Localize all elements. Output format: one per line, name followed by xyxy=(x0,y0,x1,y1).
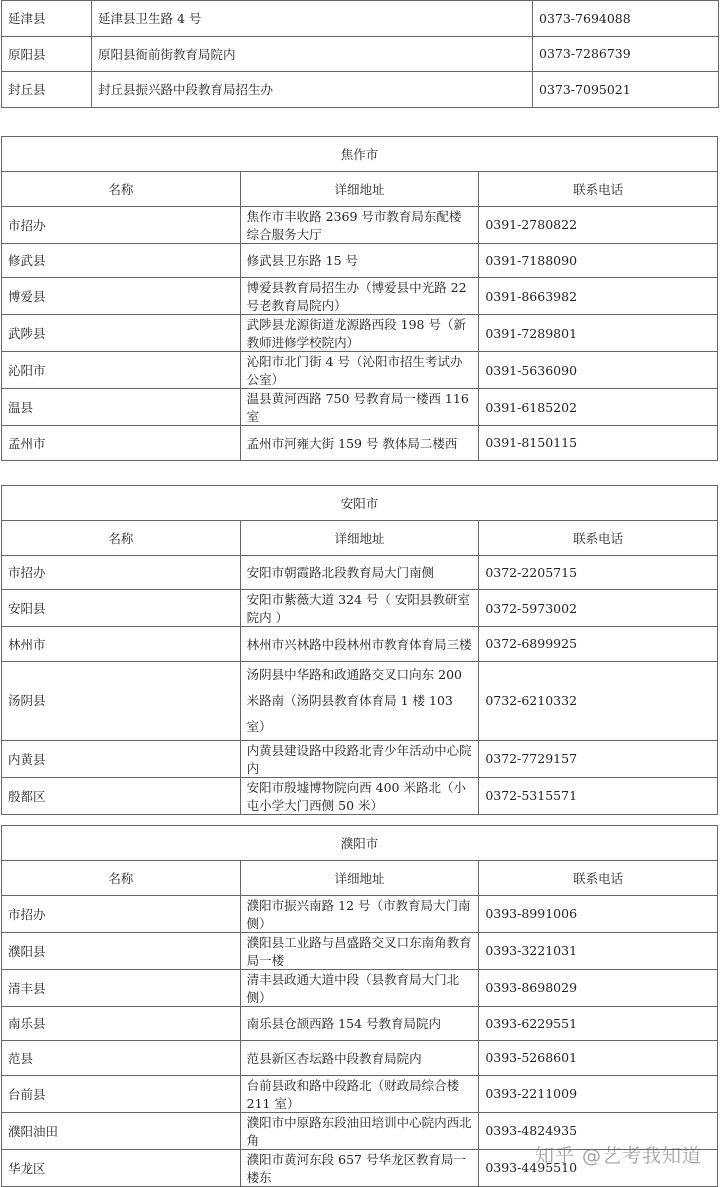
phone-cell: 0373-7095021 xyxy=(533,72,719,108)
county-name: 市招办 xyxy=(2,895,241,932)
table-header-row xyxy=(2,172,718,207)
address-cell: 修武县卫东路 15 号 xyxy=(240,243,479,278)
county-name: 林州市 xyxy=(2,627,241,662)
county-name: 沁阳市 xyxy=(2,352,241,389)
table-title-row xyxy=(2,826,718,861)
address-cell: 内黄县建设路中段路北青少年活动中心院内 xyxy=(240,740,479,777)
phone-cell: 0393-4495510 xyxy=(479,1149,718,1186)
county-name: 台前县 xyxy=(2,1075,241,1112)
table-body xyxy=(2,826,718,1187)
phone-cell: 0393-3221031 xyxy=(479,932,718,969)
table-row xyxy=(2,315,718,352)
phone-cell: 0391-8150115 xyxy=(479,426,718,461)
county-name: 孟州市 xyxy=(2,426,241,461)
header-phone: 联系电话 xyxy=(479,521,718,556)
phone-cell: 0372-5973002 xyxy=(479,590,718,627)
phone-cell: 0372-2205715 xyxy=(479,555,718,590)
phone-cell: 0391-6185202 xyxy=(479,389,718,426)
address-cell: 林州市兴林路中段林州市教育体育局三楼 xyxy=(240,627,479,662)
address-cell: 台前县政和路中段路北（财政局综合楼 211 室） xyxy=(240,1075,479,1112)
phone-cell: 0393-8991006 xyxy=(479,895,718,932)
table-row xyxy=(2,36,719,72)
header-address: 详细地址 xyxy=(240,861,479,896)
address-cell: 焦作市丰收路 2369 号市教育局东配楼综合服务大厅 xyxy=(240,206,479,243)
phone-cell: 0391-7289801 xyxy=(479,315,718,352)
phone-cell: 0393-8698029 xyxy=(479,969,718,1006)
phone-cell: 0373-7694088 xyxy=(533,1,719,37)
phone-cell: 0372-5315571 xyxy=(479,777,718,814)
table-body xyxy=(2,486,718,815)
address-cell: 安阳市紫薇大道 324 号（ 安阳县教研室院内 ） xyxy=(240,590,479,627)
county-name: 南乐县 xyxy=(2,1006,241,1041)
county-name: 濮阳县 xyxy=(2,932,241,969)
county-name: 安阳县 xyxy=(2,590,241,627)
table-anyang xyxy=(1,485,718,815)
phone-cell: 0372-7729157 xyxy=(479,740,718,777)
county-name: 市招办 xyxy=(2,206,241,243)
header-address: 详细地址 xyxy=(240,172,479,207)
table-body xyxy=(2,137,718,461)
table-row xyxy=(2,777,718,814)
county-name: 博爱县 xyxy=(2,278,241,315)
table-row xyxy=(2,627,718,662)
table-title-row xyxy=(2,486,718,521)
city-title: 安阳市 xyxy=(2,486,718,521)
phone-cell: 0393-5268601 xyxy=(479,1041,718,1076)
table-row xyxy=(2,1075,718,1112)
county-name: 殷都区 xyxy=(2,777,241,814)
phone-cell: 0391-7188090 xyxy=(479,243,718,278)
table-row xyxy=(2,969,718,1006)
phone-cell: 0391-8663982 xyxy=(479,278,718,315)
address-cell: 汤阴县中华路和政通路交叉口向东 200 米路南（汤阴县教育体育局 1 楼 103 室） xyxy=(240,661,479,740)
address-cell: 濮阳市黄河东段 657 号华龙区教育局一楼东 xyxy=(240,1149,479,1186)
address-cell: 温县黄河西路 750 号教育局一楼西 116 室 xyxy=(240,389,479,426)
table-row xyxy=(2,389,718,426)
table-row xyxy=(2,661,718,740)
header-address: 详细地址 xyxy=(240,521,479,556)
address-cell: 沁阳市北门街 4 号（沁阳市招生考试办公室） xyxy=(240,352,479,389)
table-row xyxy=(2,426,718,461)
table-row xyxy=(2,243,718,278)
header-name: 名称 xyxy=(2,861,241,896)
phone-cell: 0732-6210332 xyxy=(479,661,718,740)
table-jiaozuo xyxy=(1,136,718,461)
address-cell: 南乐县仓颉西路 154 号教育局院内 xyxy=(240,1006,479,1041)
county-name: 汤阴县 xyxy=(2,661,241,740)
county-name: 内黄县 xyxy=(2,740,241,777)
table-continuation xyxy=(1,0,719,108)
phone-cell: 0372-6899925 xyxy=(479,627,718,662)
table-row xyxy=(2,1,719,37)
county-name: 濮阳油田 xyxy=(2,1112,241,1149)
table-header-row xyxy=(2,861,718,896)
phone-cell: 0373-7286739 xyxy=(533,36,719,72)
address-cell: 范县新区杏坛路中段教育局院内 xyxy=(240,1041,479,1076)
table-row xyxy=(2,895,718,932)
table-title-row xyxy=(2,137,718,172)
county-name: 范县 xyxy=(2,1041,241,1076)
phone-cell: 0391-2780822 xyxy=(479,206,718,243)
address-cell: 武陟县龙源街道龙源路西段 198 号（新教师进修学校院内） xyxy=(240,315,479,352)
county-name: 市招办 xyxy=(2,555,241,590)
phone-cell: 0393-6229551 xyxy=(479,1006,718,1041)
address-cell: 安阳市殷墟博物院向西 400 米路北（小屯小学大门西侧 50 米） xyxy=(240,777,479,814)
table-row xyxy=(2,72,719,108)
header-name: 名称 xyxy=(2,172,241,207)
table-row xyxy=(2,278,718,315)
city-title: 焦作市 xyxy=(2,137,718,172)
header-phone: 联系电话 xyxy=(479,172,718,207)
header-name: 名称 xyxy=(2,521,241,556)
address-cell: 濮阳市振兴南路 12 号（市教育局大门南侧） xyxy=(240,895,479,932)
address-cell: 安阳市朝霞路北段教育局大门南侧 xyxy=(240,555,479,590)
county-name: 华龙区 xyxy=(2,1149,241,1186)
table-row xyxy=(2,740,718,777)
table-row xyxy=(2,555,718,590)
table-row xyxy=(2,352,718,389)
table-row xyxy=(2,1006,718,1041)
table-body xyxy=(2,1,719,108)
county-name: 原阳县 xyxy=(2,36,92,72)
address-cell: 封丘县振兴路中段教育局招生办 xyxy=(92,72,533,108)
address-cell: 清丰县政通大道中段（县教育局大门北侧） xyxy=(240,969,479,1006)
county-name: 武陟县 xyxy=(2,315,241,352)
table-row xyxy=(2,590,718,627)
table-row xyxy=(2,1041,718,1076)
county-name: 延津县 xyxy=(2,1,92,37)
county-name: 修武县 xyxy=(2,243,241,278)
header-phone: 联系电话 xyxy=(479,861,718,896)
table-header-row xyxy=(2,521,718,556)
phone-cell: 0393-4824935 xyxy=(479,1112,718,1149)
watermark: 知乎 @艺考我知道 xyxy=(534,1145,702,1167)
city-title: 濮阳市 xyxy=(2,826,718,861)
table-row xyxy=(2,206,718,243)
phone-cell: 0393-2211009 xyxy=(479,1075,718,1112)
address-cell: 博爱县教育局招生办（博爱县中光路 22 号老教育局院内） xyxy=(240,278,479,315)
table-puyang xyxy=(1,825,718,1187)
address-cell: 濮阳县工业路与昌盛路交叉口东南角教育局一楼 xyxy=(240,932,479,969)
county-name: 封丘县 xyxy=(2,72,92,108)
address-cell: 原阳县衙前街教育局院内 xyxy=(92,36,533,72)
address-cell: 孟州市河雍大街 159 号 教体局二楼西 xyxy=(240,426,479,461)
county-name: 温县 xyxy=(2,389,241,426)
address-cell: 濮阳市中原路东段油田培训中心院内西北角 xyxy=(240,1112,479,1149)
table-row xyxy=(2,932,718,969)
address-cell: 延津县卫生路 4 号 xyxy=(92,1,533,37)
phone-cell: 0391-5636090 xyxy=(479,352,718,389)
county-name: 清丰县 xyxy=(2,969,241,1006)
